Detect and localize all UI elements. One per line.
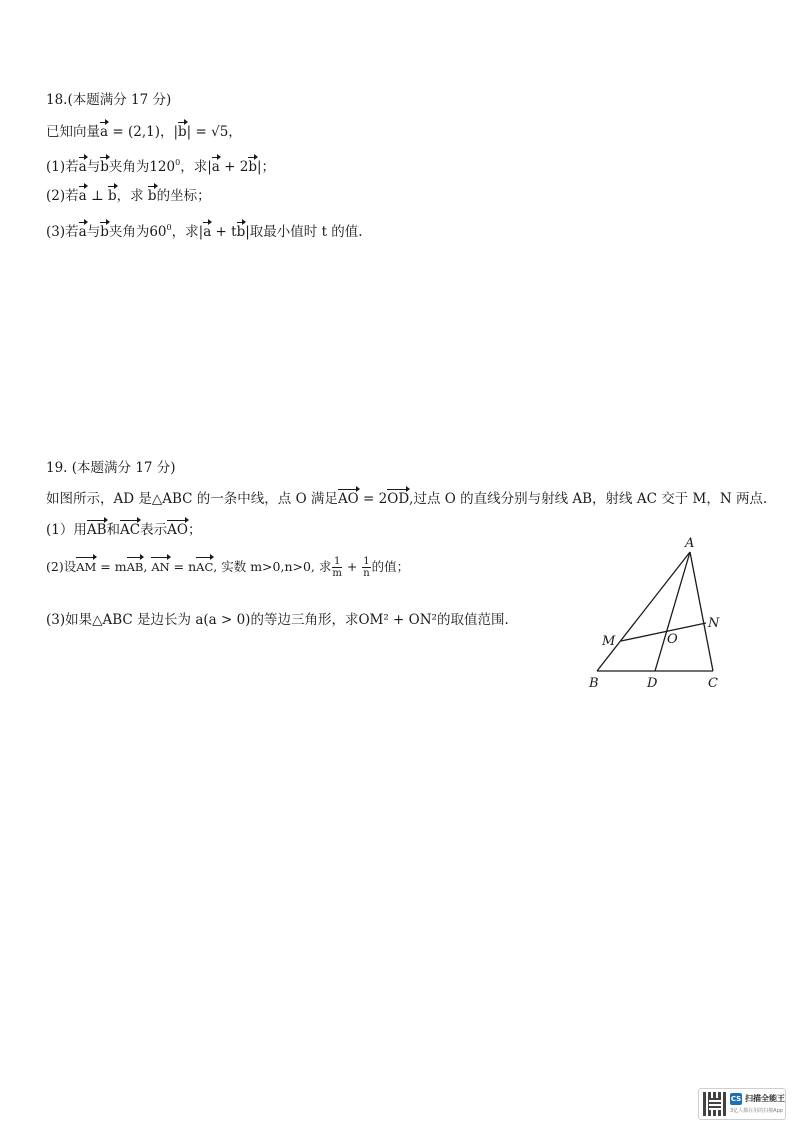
- scanner-tagline: 3亿人都在用的扫描App: [730, 1108, 783, 1114]
- triangle-figure: [585, 530, 745, 695]
- label-b: B: [589, 676, 599, 691]
- label-d: D: [647, 676, 658, 691]
- q18-given: 已知向量a = (2,1)，|b| = √5，: [46, 124, 242, 140]
- scanner-watermark: [698, 1088, 786, 1120]
- cs-logo-icon: CS: [730, 1095, 742, 1103]
- label-c: C: [708, 676, 718, 691]
- side-ac: [690, 552, 713, 671]
- q18-part2: (2)若a ⊥ b，求 b的坐标；: [46, 188, 211, 204]
- label-a: A: [685, 536, 695, 551]
- q18-header: 18.(本题满分 17 分): [46, 92, 172, 108]
- q19-part3: (3)如果△ABC 是边长为 a(a > 0)的等边三角形，求OM² + ON²的取值范围.: [46, 612, 509, 628]
- q19-header: 19. (本题满分 17 分): [46, 460, 176, 476]
- label-m: M: [602, 634, 616, 649]
- fraction-1-over-m: $\frac{1}{m}$: [332, 556, 342, 579]
- qr-code-icon: [703, 1092, 727, 1116]
- q19-part2: (2)设AM = mAB, AN = nAC, 实数 m>0,n>0, 求 $\frac{1}{m}$ + $\frac{1}{n}$ 的值；: [46, 556, 410, 579]
- median-ad: [655, 552, 690, 671]
- label-o: O: [667, 632, 678, 647]
- side-ab: [597, 552, 690, 671]
- label-n: N: [708, 616, 720, 631]
- scanner-app-name: 扫描全能王: [745, 1094, 785, 1103]
- q19-part1: (1）用AB和AC表示AO；: [46, 522, 202, 538]
- q19-stem: 如图所示，AD 是△ABC 的一条中线，点 O 满足AO = 2OD,过点 O 的直线分别与射线 AB，射线 AC 交于 M，N 两点.: [46, 491, 768, 507]
- q18-part3: (3)若a与b夹角为$60^0$，求|a + tb|取最小值时 t 的值.: [46, 223, 363, 240]
- line-mn: [621, 623, 706, 641]
- fraction-1-over-n: $\frac{1}{n}$: [363, 556, 370, 579]
- q18-part1: (1)若a与b夹角为$120^0$，求|a + 2b|；: [46, 158, 276, 175]
